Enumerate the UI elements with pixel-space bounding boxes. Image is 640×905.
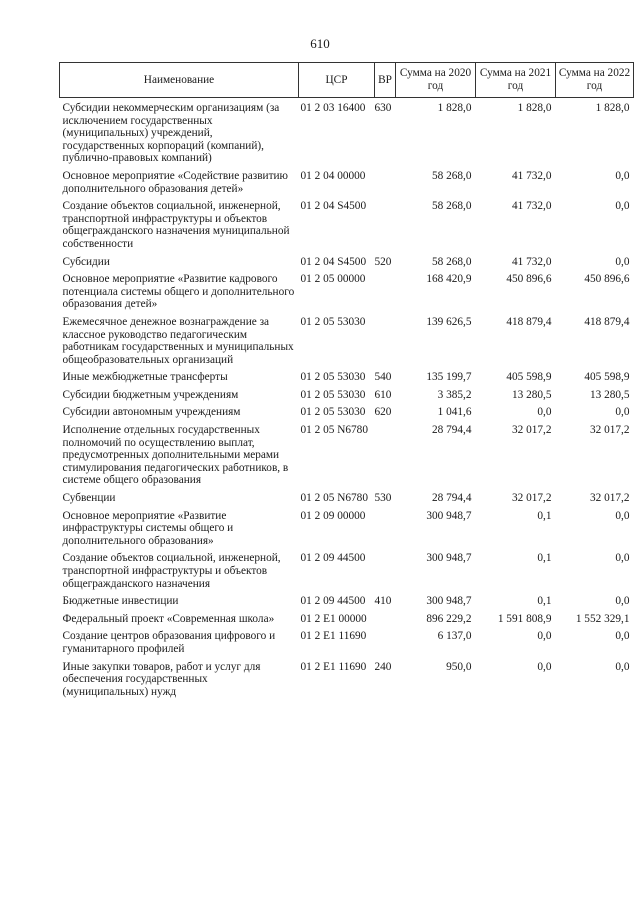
row-name: Основное мероприятие «Содействие развитию дополнительного образования детей» — [62, 169, 288, 195]
row-csr: 01 2 05 53030 — [300, 406, 366, 419]
row-sum-2022: 0,0 — [615, 630, 630, 643]
row-vr — [375, 273, 396, 316]
row-vr — [375, 510, 396, 553]
row-csr: 01 2 09 44500 — [300, 552, 366, 565]
row-name: Субсидии — [62, 255, 110, 268]
row-sum-2020: 6 137,0 — [437, 630, 472, 643]
row-sum-2021: 0,0 — [537, 660, 552, 673]
row-sum-2020: 950,0 — [446, 660, 472, 673]
row-sum-2020: 300 948,7 — [426, 595, 472, 608]
row-sum-2021: 32 017,2 — [511, 424, 552, 437]
row-csr: 01 2 E1 11690 — [300, 660, 367, 673]
header-vr: ВР — [375, 63, 396, 98]
row-sum-2021: 32 017,2 — [511, 492, 552, 505]
row-vr — [375, 316, 396, 371]
row-vr: 540 — [374, 371, 392, 384]
row-csr: 01 2 05 N6780 — [300, 424, 368, 437]
row-vr: 410 — [374, 595, 392, 608]
row-sum-2021: 405 598,9 — [506, 371, 552, 384]
row-name: Создание объектов социальной, инженерной, транспортной инфраструктуры и объектов общегражданского назначения — [62, 552, 281, 590]
row-vr: 610 — [374, 388, 392, 401]
table-row — [60, 200, 634, 255]
table-header — [60, 63, 634, 98]
row-name: Основное мероприятие «Развитие инфраструктуры системы общего и дополнительного образования» — [62, 509, 234, 547]
table-row — [60, 256, 634, 274]
row-sum-2022: 32 017,2 — [589, 424, 630, 437]
row-csr: 01 2 03 16400 — [300, 102, 366, 114]
table-row — [60, 552, 634, 595]
row-sum-2022: 0,0 — [615, 660, 630, 673]
page-number: 610 — [310, 36, 330, 51]
row-name: Федеральный проект «Современная школа» — [62, 612, 275, 625]
table-row — [60, 492, 634, 510]
row-sum-2020: 58 268,0 — [431, 255, 472, 268]
row-vr — [375, 613, 396, 631]
header-sum-2020: Сумма на 2020 год — [396, 63, 476, 98]
row-vr — [375, 630, 396, 660]
row-name: Исполнение отдельных государственных полномочий по осуществлению выплат, предусмотренных дополнительными мерами стимулирования педагогических работников, в системе общего образования — [62, 424, 289, 487]
row-sum-2021: 1 591 808,9 — [497, 612, 552, 625]
table-row — [60, 595, 634, 613]
row-sum-2020: 1 041,6 — [437, 406, 472, 419]
row-sum-2021: 13 280,5 — [511, 388, 552, 401]
row-vr: 240 — [374, 660, 392, 673]
row-sum-2021: 0,0 — [537, 406, 552, 419]
row-sum-2022: 32 017,2 — [589, 492, 630, 505]
row-sum-2022: 0,0 — [615, 509, 630, 522]
table-row — [60, 170, 634, 200]
row-sum-2022: 0,0 — [615, 169, 630, 182]
table-row — [60, 613, 634, 631]
row-sum-2021: 1 828,0 — [517, 102, 552, 114]
row-vr — [375, 200, 396, 255]
row-sum-2021: 0,1 — [537, 595, 552, 608]
header-name: Наименование — [60, 63, 299, 98]
row-csr: 01 2 05 53030 — [300, 315, 366, 328]
row-name: Основное мероприятие «Развитие кадрового потенциала системы общего и дополнительного образования детей» — [62, 273, 295, 311]
table-row — [60, 371, 634, 389]
table-row — [60, 406, 634, 424]
table-row — [60, 510, 634, 553]
table-row — [60, 316, 634, 371]
header-sum-2021: Сумма на 2021 год — [476, 63, 556, 98]
row-csr: 01 2 04 S4500 — [300, 200, 367, 213]
row-sum-2022: 1 828,0 — [595, 102, 630, 114]
row-sum-2022: 0,0 — [615, 255, 630, 268]
row-csr: 01 2 05 N6780 — [300, 492, 368, 505]
row-sum-2022: 1 552 329,1 — [575, 612, 630, 625]
row-vr: 520 — [374, 255, 392, 268]
row-vr — [375, 552, 396, 595]
row-sum-2021: 41 732,0 — [511, 200, 552, 213]
row-name: Иные межбюджетные трансферты — [62, 371, 228, 384]
table-row — [60, 661, 634, 704]
row-sum-2022: 418 879,4 — [584, 315, 630, 328]
row-sum-2022: 450 896,6 — [584, 273, 630, 286]
row-name: Субсидии некоммерческим организациям (за исключением государственных (муниципальных) учреждений, государственных корпораций (компаний), публично-правовых компаний) — [62, 102, 280, 165]
row-sum-2020: 300 948,7 — [426, 552, 472, 565]
table-body — [60, 98, 634, 704]
row-name: Иные закупки товаров, работ и услуг для обеспечения государственных (муниципальных) нужд — [62, 660, 261, 698]
row-sum-2020: 168 420,9 — [426, 273, 472, 286]
row-csr: 01 2 09 00000 — [300, 509, 366, 522]
row-vr: 630 — [374, 102, 392, 114]
table-row — [60, 389, 634, 407]
row-sum-2020: 896 229,2 — [426, 612, 472, 625]
row-sum-2020: 1 828,0 — [437, 102, 472, 114]
row-csr: 01 2 05 00000 — [300, 273, 366, 286]
row-sum-2022: 0,0 — [615, 200, 630, 213]
row-csr: 01 2 05 53030 — [300, 371, 366, 384]
row-sum-2022: 13 280,5 — [589, 388, 630, 401]
row-name: Создание центров образования цифрового и гуманитарного профилей — [62, 630, 276, 655]
row-sum-2020: 28 794,4 — [431, 424, 472, 437]
row-sum-2022: 0,0 — [615, 552, 630, 565]
row-csr: 01 2 04 00000 — [300, 169, 366, 182]
row-sum-2022: 0,0 — [615, 595, 630, 608]
row-csr: 01 2 09 44500 — [300, 595, 366, 608]
row-sum-2021: 418 879,4 — [506, 315, 552, 328]
row-name: Субсидии автономным учреждениям — [62, 406, 241, 419]
row-csr: 01 2 E1 11690 — [300, 630, 367, 643]
row-sum-2020: 28 794,4 — [431, 492, 472, 505]
row-sum-2020: 58 268,0 — [431, 200, 472, 213]
row-name: Субвенции — [62, 492, 116, 505]
row-csr: 01 2 04 S4500 — [300, 255, 367, 268]
header-csr: ЦСР — [299, 63, 375, 98]
table-row — [60, 98, 634, 170]
row-name: Бюджетные инвестиции — [62, 595, 179, 608]
budget-table — [59, 62, 634, 703]
table-row — [60, 424, 634, 492]
row-sum-2020: 139 626,5 — [426, 315, 472, 328]
row-vr: 620 — [374, 406, 392, 419]
row-sum-2020: 300 948,7 — [426, 509, 472, 522]
row-name: Ежемесячное денежное вознаграждение за классное руководство педагогическим работникам государственных и муниципальных общеобразовательных организаций — [62, 315, 294, 366]
table-row — [60, 630, 634, 660]
row-sum-2021: 0,1 — [537, 509, 552, 522]
row-name: Создание объектов социальной, инженерной, транспортной инфраструктуры и объектов общегражданского назначения муниципальной собственности — [62, 200, 290, 250]
row-vr — [375, 170, 396, 200]
row-sum-2021: 0,1 — [537, 552, 552, 565]
row-sum-2020: 135 199,7 — [426, 371, 472, 384]
row-sum-2021: 0,0 — [537, 630, 552, 643]
row-name: Субсидии бюджетным учреждениям — [62, 388, 239, 401]
row-sum-2021: 41 732,0 — [511, 169, 552, 182]
header-sum-2022: Сумма на 2022 год — [556, 63, 634, 98]
row-sum-2021: 450 896,6 — [506, 273, 552, 286]
row-sum-2021: 41 732,0 — [511, 255, 552, 268]
table-row — [60, 273, 634, 316]
row-sum-2022: 0,0 — [615, 406, 630, 419]
row-sum-2022: 405 598,9 — [584, 371, 630, 384]
row-csr: 01 2 E1 00000 — [300, 612, 367, 625]
row-vr — [375, 424, 396, 492]
row-sum-2020: 3 385,2 — [437, 388, 472, 401]
row-sum-2020: 58 268,0 — [431, 169, 472, 182]
row-csr: 01 2 05 53030 — [300, 388, 366, 401]
row-vr: 530 — [374, 492, 392, 505]
